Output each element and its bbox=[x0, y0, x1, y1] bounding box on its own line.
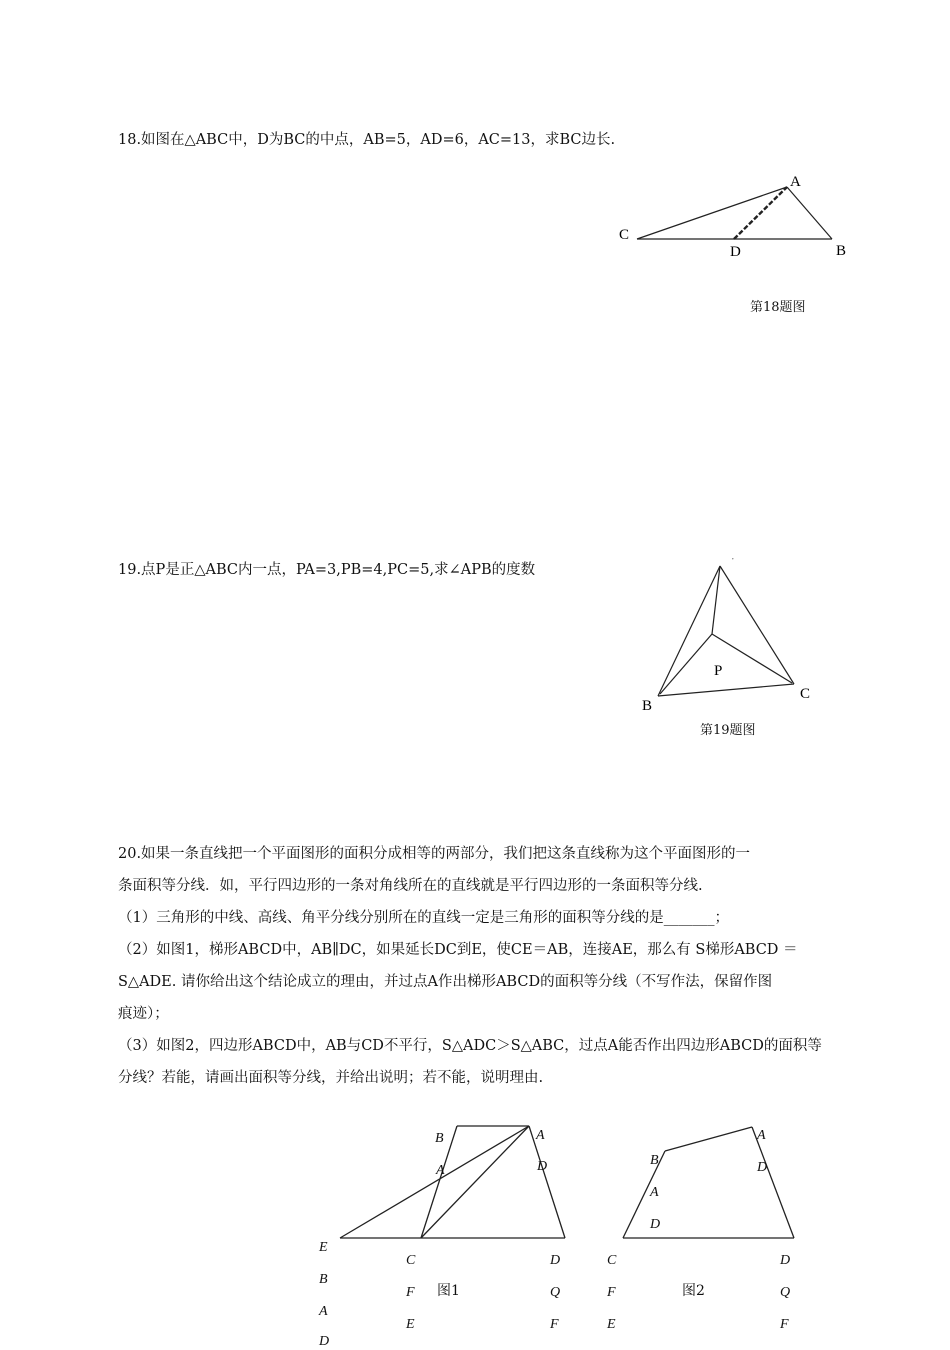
label-b: B bbox=[836, 243, 847, 259]
label-c: C bbox=[619, 227, 630, 243]
segment-pb bbox=[660, 634, 712, 694]
segment-ca bbox=[637, 187, 787, 239]
fig2-diagram bbox=[610, 1115, 810, 1255]
fig1-label-a2: A bbox=[436, 1163, 445, 1178]
fig2-col-left-2: E bbox=[607, 1317, 616, 1332]
fig1-col-mid-1: F bbox=[406, 1285, 415, 1300]
q20-part3a: （3）如图2，四边形ABCD中，AB与CD不平行，S△ADC＞S△ABC，过点A能否作出四边形ABCD的面积等 bbox=[118, 1038, 822, 1054]
side-ab bbox=[658, 566, 723, 696]
q20-part3b: 分线？若能，请画出面积等分线，并给出说明；若不能，说明理由. bbox=[118, 1070, 544, 1086]
fig2-col-left-1: F bbox=[607, 1285, 616, 1300]
fig1-col-mid-0: C bbox=[406, 1253, 416, 1268]
fig2-label-a: A bbox=[757, 1128, 766, 1143]
fig1-caption: 图1 bbox=[437, 1283, 460, 1299]
q20-line1: 20.如果一条直线把一个平面图形的面积分成相等的两部分，我们把这条直线称为这个平面图形的一 bbox=[118, 846, 751, 862]
q20-part2b: S△ADE. 请你给出这个结论成立的理由，并过点A作出梯形ABCD的面积等分线（不写作法，保留作图 bbox=[118, 974, 773, 990]
segment-pc bbox=[712, 634, 792, 683]
q18-figure bbox=[610, 168, 860, 268]
q20-part2c: 痕迹）； bbox=[118, 1006, 169, 1022]
q19-caption: 第19题图 bbox=[700, 723, 756, 738]
q19-figure bbox=[636, 558, 816, 718]
segment-pa bbox=[712, 566, 720, 634]
fig1-col-left-1: B bbox=[319, 1272, 328, 1287]
q19-text: 19.点P是正△ABC内一点，PA=3,PB=4,PC=5,求∠APB的度数 bbox=[118, 562, 536, 578]
fig2-label-b: B bbox=[650, 1153, 659, 1168]
fig1-col-left-3: D bbox=[319, 1334, 330, 1349]
fig2-edge-ba bbox=[665, 1127, 752, 1151]
fig2-col-right-1: Q bbox=[780, 1285, 791, 1300]
fig1-col-right-0: D bbox=[550, 1253, 561, 1268]
q18-text: 18.如图在△ABC中，D为BC的中点，AB=5，AD=6，AC=13，求BC边长. bbox=[118, 132, 616, 148]
segment-ab bbox=[787, 187, 832, 239]
fig1-edge-ad bbox=[529, 1126, 565, 1238]
fig2-col-right-0: D bbox=[780, 1253, 791, 1268]
label-p: P bbox=[714, 663, 723, 679]
label-a: A bbox=[790, 174, 801, 190]
fig2-label-a2: A bbox=[650, 1185, 659, 1200]
fig1-col-right-1: Q bbox=[550, 1285, 561, 1300]
label-c: C bbox=[800, 686, 811, 702]
q20-part2a: （2）如图1，梯形ABCD中，AB∥DC，如果延长DC到E，使CE＝AB，连接AE，那么有 S梯形ABCD ＝ bbox=[118, 942, 798, 958]
segment-ad bbox=[734, 187, 787, 239]
fig1-col-right-2: F bbox=[550, 1317, 559, 1332]
side-ac bbox=[720, 566, 794, 684]
q18-caption: 第18题图 bbox=[750, 300, 806, 315]
label-d: D bbox=[730, 244, 741, 260]
fig2-caption: 图2 bbox=[682, 1283, 705, 1299]
q20-line2: 条面积等分线．如，平行四边形的一条对角线所在的直线就是平行四边形的一条面积等分线. bbox=[118, 878, 703, 894]
fig1-col-left-0: E bbox=[319, 1240, 328, 1255]
fig1-label-d: D bbox=[537, 1159, 548, 1174]
fig1-col-mid-2: E bbox=[406, 1317, 415, 1332]
fig1-label-b: B bbox=[435, 1131, 444, 1146]
fig1-label-a: A bbox=[536, 1128, 545, 1143]
fig2-label-d: D bbox=[757, 1160, 768, 1175]
fig2-label-d2: D bbox=[650, 1217, 661, 1232]
label-b: B bbox=[642, 698, 653, 714]
q20-part1: （1）三角形的中线、高线、角平分线分别所在的直线一定是三角形的面积等分线的是_______； bbox=[118, 910, 729, 926]
svg-text:': ' bbox=[732, 558, 734, 567]
fig2-col-right-2: F bbox=[780, 1317, 789, 1332]
fig2-col-left-0: C bbox=[607, 1253, 617, 1268]
fig1-col-left-2: A bbox=[319, 1304, 328, 1319]
side-bc bbox=[658, 684, 794, 696]
fig1-diagram bbox=[300, 1115, 590, 1255]
